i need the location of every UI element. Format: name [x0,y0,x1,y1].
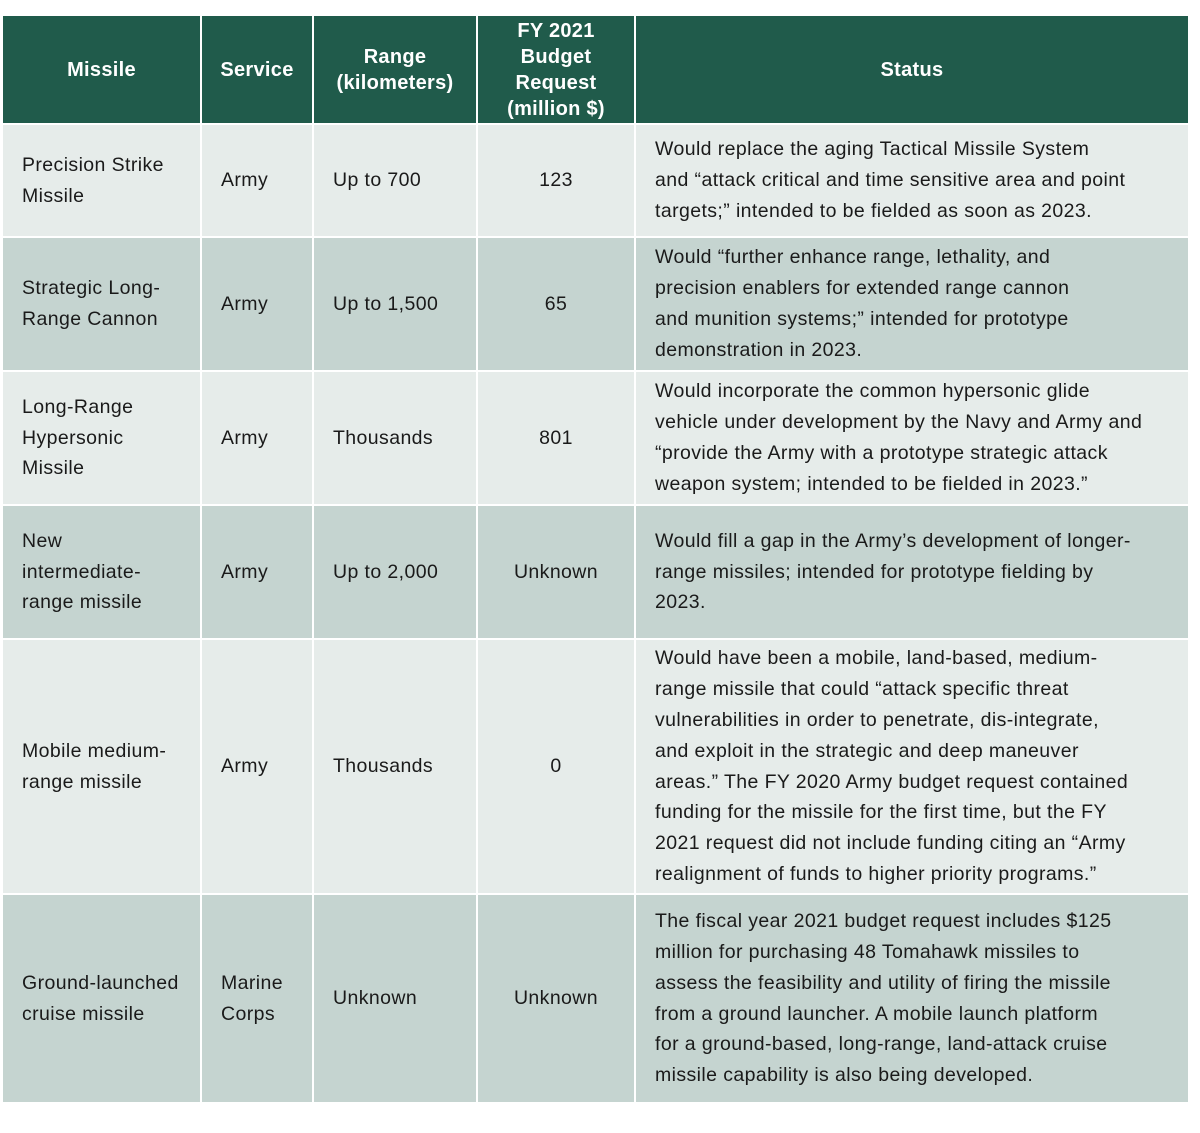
text-line: missile capability is also being developed. [655,1064,1034,1087]
text-line: Strategic Long- [22,277,161,300]
text-line: Missile [22,184,85,207]
service-cell [201,894,313,1103]
header-status: Status [635,15,1189,124]
text-line: Army [221,755,269,778]
service-cell [201,639,313,894]
text-line: Hypersonic [22,426,124,449]
text-line: FY 2021 [517,19,595,42]
text-line: Mobile medium- [22,739,167,762]
header-service: Service [201,15,313,124]
text-line: Budget [520,45,592,68]
text-line: Army [221,292,269,315]
text-line: demonstration in 2023. [655,338,863,361]
text-line: “provide the Army with a prototype strategic attack [655,442,1108,464]
budget-cell: Unknown [477,505,635,639]
header-budget [477,15,635,124]
text-line: vulnerabilities in order to penetrate, dis-integrate, [655,708,1099,731]
text-line: Long-Range [22,395,134,418]
text-line: assess the feasibility and utility of firing the missile [655,971,1111,994]
range-cell: Thousands [313,639,477,894]
text-line: and exploit in the strategic and deep maneuver [655,739,1079,762]
text-line: The fiscal year 2021 budget request includes $125 [655,910,1112,933]
text-line: precision enablers for extended range cannon [655,277,1070,300]
status-cell [635,371,1189,505]
status-cell [635,237,1189,371]
text-line: (million $) [507,97,605,120]
table-row [2,505,1189,639]
text-line: Request [515,71,597,94]
text-line: Marine [221,971,284,994]
missile-cell [2,237,201,371]
text-line: cruise missile [22,1002,145,1025]
service-cell [201,371,313,505]
range-cell: Up to 2,000 [313,505,477,639]
text-line: Range [363,45,427,68]
text-line: Army [221,426,269,449]
text-line: million for purchasing 48 Tomahawk missiles to [655,940,1080,963]
text-line: Army [221,560,269,583]
text-line: vehicle under development by the Navy and Army and [655,411,1143,434]
text-line: 2023. [655,591,706,614]
text-line: Would have been a mobile, land-based, medium- [655,647,1098,670]
text-line: Missile [22,457,85,480]
text-line: for a ground-based, long-range, land-attack cruise [655,1033,1108,1056]
text-line: Precision Strike [22,153,164,176]
service-cell [201,505,313,639]
missile-cell [2,505,201,639]
text-line: weapon system; intended to be fielded in 2023.” [655,472,1088,495]
text-line: Would fill a gap in the Army’s development of longer- [655,529,1131,552]
text-line: range missile [22,770,143,793]
range-cell: Unknown [313,894,477,1103]
text-line: range missile [22,591,143,614]
missile-table [1,14,1190,1104]
status-cell [635,124,1189,237]
table-row [2,124,1189,237]
service-cell [201,124,313,237]
text-line: Corps [221,1002,276,1025]
text-line: targets;” intended to be fielded as soon as 2023. [655,199,1092,222]
range-cell: Up to 1,500 [313,237,477,371]
text-line: Would replace the aging Tactical Missile System [655,138,1090,161]
text-line: 2021 request did not include funding citing an “Army [655,832,1126,855]
header-row [2,15,1189,124]
text-line: Would “further enhance range, lethality, and [655,246,1051,269]
text-line: realignment of funds to higher priority programs.” [655,862,1097,885]
status-cell [635,505,1189,639]
text-line: from a ground launcher. A mobile launch platform [655,1002,1099,1025]
text-line: New [22,529,63,552]
table-row [2,237,1189,371]
missile-table-container [1,14,1188,1104]
budget-cell: 123 [477,124,635,237]
text-line: (kilometers) [336,71,454,94]
text-line: and munition systems;” intended for prototype [655,308,1069,330]
range-cell: Thousands [313,371,477,505]
text-line: areas.” The FY 2020 Army budget request contained [655,770,1129,793]
text-line: Ground-launched [22,971,179,994]
table-row [2,894,1189,1103]
missile-cell [2,639,201,894]
text-line: range missile that could “attack specific threat [655,678,1069,701]
range-cell: Up to 700 [313,124,477,237]
service-cell [201,237,313,371]
text-line: Army [221,169,269,192]
text-line: Would incorporate the common hypersonic glide [655,380,1090,403]
text-line: and “attack critical and time sensitive area and point [655,169,1126,192]
budget-cell: 0 [477,639,635,894]
budget-cell: Unknown [477,894,635,1103]
text-line: range missiles; intended for prototype fielding by [655,560,1094,583]
text-line: intermediate- [22,560,142,583]
missile-cell [2,124,201,237]
table-row [2,371,1189,505]
header-range [313,15,477,124]
text-line: funding for the missile for the first time, but the FY [655,801,1107,824]
status-cell [635,894,1189,1103]
text-line: Range Cannon [22,308,158,330]
status-cell [635,639,1189,894]
budget-cell: 65 [477,237,635,371]
missile-cell [2,894,201,1103]
missile-cell [2,371,201,505]
header-missile: Missile [2,15,201,124]
table-row [2,639,1189,894]
budget-cell: 801 [477,371,635,505]
